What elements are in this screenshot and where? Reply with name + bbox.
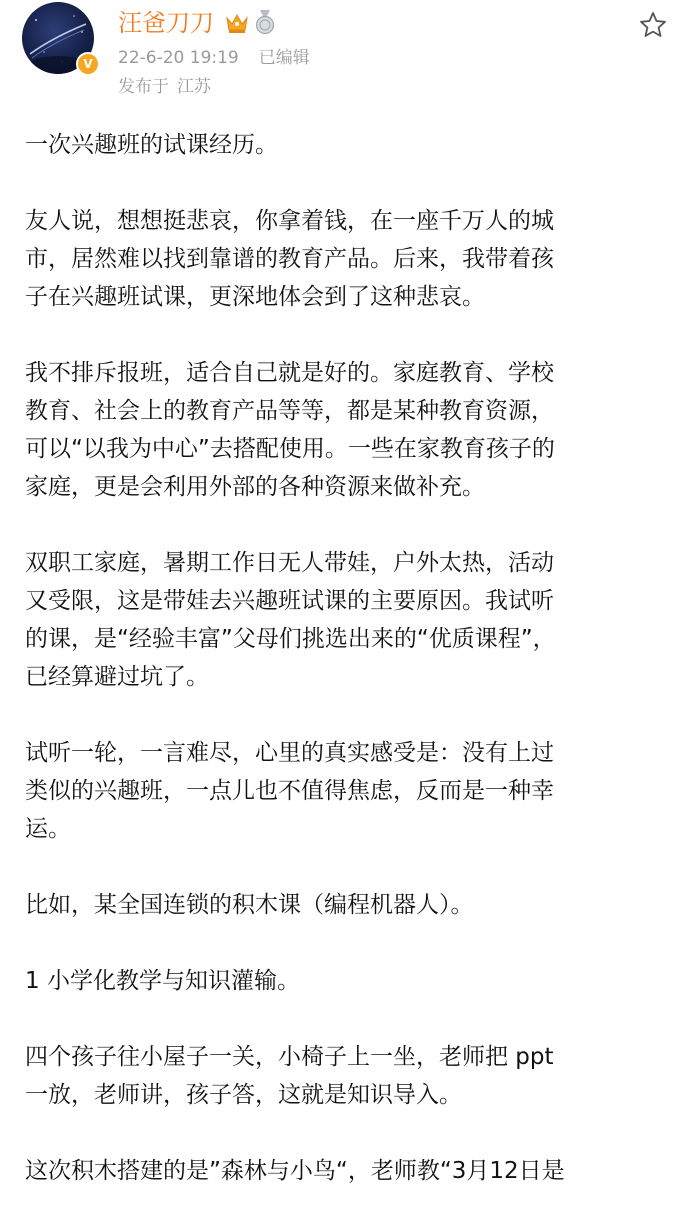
post-paragraph: 试听一轮，一言难尽，心里的真实感受是：没有上过 类似的兴趣班，一点儿也不值得焦虑，反而是一种幸 运。 (25, 740, 554, 842)
post-location (118, 76, 211, 98)
favorite-star-icon[interactable] (638, 10, 668, 40)
post-paragraph: 四个孩子往小屋子一关，小椅子上一坐，老师把 ppt 一放，老师讲，孩子答，这就是知识导入。 (25, 1044, 554, 1108)
location-prefix: 发布于 (118, 77, 169, 97)
verified-badge: V (76, 52, 100, 76)
post-paragraph: 一次兴趣班的试课经历。 (25, 132, 278, 158)
author-name[interactable]: 汪爸刀刀 (118, 9, 214, 37)
post-paragraph: 比如，某全国连锁的积木课（编程机器人）。 (25, 892, 474, 918)
post-header (0, 0, 692, 110)
crown-icon (225, 12, 249, 34)
post-paragraph: 我不排斥报班，适合自己就是好的。家庭教育、学校 教育、社会上的教育产品等等，都是某种教育资源， 可以“以我为中心”去搭配使用。一些在家教育孩子的 家庭，更是会利用外部的各种资源来做补充。 (25, 360, 555, 500)
post-meta (118, 47, 310, 69)
edited-label[interactable]: 已编辑 (258, 48, 310, 68)
medal-icon (253, 9, 277, 35)
post-paragraph: 这次积木搭建的是”森林与小鸟“，老师教“3月12日是 (25, 1158, 565, 1184)
post-content (25, 126, 677, 1228)
post-paragraph: 友人说，想想挺悲哀，你拿着钱，在一座千万人的城 市，居然难以找到靠谱的教育产品。后来，我带着孩 子在兴趣班试课，更深地体会到了这种悲哀。 (25, 208, 554, 310)
location-name[interactable]: 江苏 (177, 77, 211, 97)
post-paragraph: 双职工家庭，暑期工作日无人带娃，户外太热，活动 又受限，这是带娃去兴趣班试课的主要原因。我试听 的课，是“经验丰富”父母们挑选出来的“优质课程”， 已经算避过坑了。 (25, 550, 556, 690)
post-paragraph: 1 小学化教学与知识灌输。 (25, 968, 300, 994)
post-timestamp: 22-6-20 19:19 (118, 48, 239, 68)
